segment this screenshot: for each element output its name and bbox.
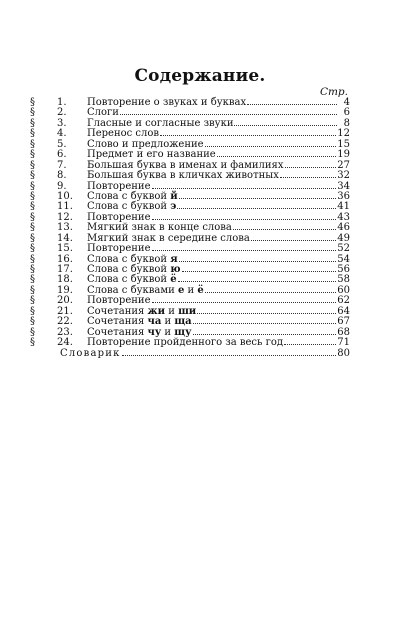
dot-leader xyxy=(193,328,337,335)
title-text: Слоги xyxy=(87,107,119,119)
toc-entry[interactable] xyxy=(30,349,350,359)
highlighted-letters: ё xyxy=(197,284,204,296)
section-sign: § xyxy=(30,190,35,202)
section-sign: § xyxy=(30,337,35,349)
table-of-contents xyxy=(30,98,350,359)
section-number: 5. xyxy=(57,138,67,150)
title-text: Большая буква в именах и фамилиях xyxy=(87,159,284,171)
highlighted-letters: ю xyxy=(170,264,181,275)
title-text: Слова с буквой xyxy=(87,190,171,202)
highlighted-letters: чу xyxy=(147,326,162,338)
page-number: 34 xyxy=(337,180,350,192)
title-text: Сочетания xyxy=(87,326,148,338)
section-sign: § xyxy=(30,201,35,213)
section-number: 21. xyxy=(57,305,73,317)
highlighted-letters: ча xyxy=(147,316,162,328)
section-sign: § xyxy=(30,243,35,255)
section-number: 22. xyxy=(57,316,73,328)
title-text: Большая буква в кличках животных xyxy=(87,170,279,182)
title-text: Повторение xyxy=(87,211,151,223)
page-number: 71 xyxy=(337,337,350,349)
section-sign: § xyxy=(30,305,35,317)
section-number: 23. xyxy=(57,326,73,338)
section-sign: § xyxy=(30,222,35,234)
section-sign: § xyxy=(30,149,35,161)
section-sign: § xyxy=(30,170,35,182)
dot-leader xyxy=(178,275,337,282)
title-text: Перенос слов xyxy=(87,128,160,140)
section-number: 7. xyxy=(57,159,67,171)
section-sign: § xyxy=(30,316,35,328)
highlighted-letters: я xyxy=(170,253,178,265)
section-number: 20. xyxy=(57,295,73,307)
toc-entry-title xyxy=(87,338,283,348)
dot-leader xyxy=(234,119,337,126)
section-sign: § xyxy=(30,128,35,140)
dot-leader xyxy=(205,140,337,147)
dot-leader xyxy=(182,265,337,272)
title-text: и xyxy=(184,284,198,296)
section-number: 10. xyxy=(57,190,73,202)
title-text: Повторение xyxy=(87,243,151,255)
highlighted-letters: й xyxy=(170,190,178,202)
section-sign: § xyxy=(30,284,35,296)
section-number: 18. xyxy=(57,274,73,286)
section-number: 14. xyxy=(57,232,73,244)
section-number: 16. xyxy=(57,253,73,265)
dot-leader xyxy=(152,296,337,303)
page-number: 46 xyxy=(337,222,350,234)
dot-leader xyxy=(197,307,336,314)
toc-entry[interactable] xyxy=(30,98,350,108)
dot-leader xyxy=(247,98,337,105)
title-text: Предмет и его название xyxy=(87,149,216,161)
section-sign: § xyxy=(30,295,35,307)
section-number: 2. xyxy=(57,107,67,119)
dot-leader xyxy=(284,338,336,345)
page-number: 6 xyxy=(343,107,350,119)
page-number: 32 xyxy=(337,170,350,182)
page-number: 80 xyxy=(337,347,350,359)
title-text: Повторение xyxy=(87,295,151,307)
page-number: 52 xyxy=(337,243,350,255)
title-text: Мягкий знак в середине слова xyxy=(87,232,250,244)
dot-leader xyxy=(179,255,337,262)
dot-leader xyxy=(193,317,337,324)
toc-entry-title: Словарик xyxy=(60,347,121,359)
page-number: 43 xyxy=(337,211,350,223)
section-sign: § xyxy=(30,159,35,171)
page-number: 36 xyxy=(337,190,350,202)
section-number: 15. xyxy=(57,243,73,255)
section-sign: § xyxy=(30,117,35,129)
title-text: Мягкий знак в конце слова xyxy=(87,222,232,234)
toc-entry[interactable] xyxy=(30,192,350,202)
title-text: Слова с буквой xyxy=(87,201,171,213)
toc-entry[interactable] xyxy=(30,182,350,192)
page-number: 58 xyxy=(337,274,350,286)
title-text: и xyxy=(165,305,179,317)
page-number: 56 xyxy=(337,264,350,275)
dot-leader xyxy=(152,182,337,189)
toc-entry[interactable] xyxy=(30,119,350,129)
section-number: 24. xyxy=(57,337,73,349)
section-number: 12. xyxy=(57,211,73,223)
highlighted-letters: э xyxy=(170,201,177,213)
dot-leader xyxy=(152,213,337,220)
section-sign: § xyxy=(30,274,35,286)
page-number: 67 xyxy=(337,316,350,328)
toc-entry[interactable] xyxy=(30,338,350,348)
title-text: и xyxy=(161,316,175,328)
page-title: Содержание. xyxy=(134,66,266,86)
dot-leader xyxy=(160,129,336,136)
toc-entry[interactable] xyxy=(30,234,350,244)
toc-entry[interactable] xyxy=(30,171,350,181)
title-text: Слова с буквой xyxy=(87,274,171,286)
section-number: 4. xyxy=(57,128,67,140)
dot-leader xyxy=(285,161,337,168)
section-sign: § xyxy=(30,138,35,150)
page-number: 64 xyxy=(337,305,350,317)
highlighted-letters: жи xyxy=(147,305,166,317)
page-number: 62 xyxy=(337,295,350,307)
page-number: 68 xyxy=(337,326,350,338)
toc-entry[interactable] xyxy=(30,244,350,254)
dot-leader xyxy=(233,223,336,230)
section-number: 17. xyxy=(57,264,73,275)
section-number: 11. xyxy=(57,201,73,213)
dot-leader xyxy=(120,108,337,115)
section-sign: § xyxy=(30,253,35,265)
section-number: 3. xyxy=(57,117,67,129)
page-column-label: Стр. xyxy=(319,86,348,98)
page-number: 49 xyxy=(337,232,350,244)
title-text: Слова с буквами xyxy=(87,284,178,296)
page-number: 27 xyxy=(337,159,350,171)
title-text: Сочетания xyxy=(87,316,148,328)
section-number: 9. xyxy=(57,180,67,192)
page-number: 54 xyxy=(337,253,350,265)
title-text: Повторение xyxy=(87,180,151,192)
section-number: 1. xyxy=(57,97,67,108)
section-sign: § xyxy=(30,232,35,244)
highlighted-letters: ща xyxy=(174,316,192,328)
dot-leader xyxy=(177,202,336,209)
highlighted-letters: е xyxy=(177,284,185,296)
section-sign: § xyxy=(30,264,35,275)
section-sign: § xyxy=(30,326,35,338)
dot-leader xyxy=(152,244,337,251)
page-number: 8 xyxy=(343,117,350,129)
dot-leader xyxy=(122,349,337,356)
page-number: 60 xyxy=(337,284,350,296)
page-number: 4 xyxy=(343,97,350,108)
page-number: 15 xyxy=(337,138,350,150)
page-number: 41 xyxy=(337,201,350,213)
section-sign: § xyxy=(30,180,35,192)
section-sign: § xyxy=(30,211,35,223)
dot-leader xyxy=(217,150,337,157)
highlighted-letters: ши xyxy=(178,305,197,317)
dot-leader xyxy=(179,192,337,199)
dot-leader xyxy=(251,234,336,241)
page-number: 19 xyxy=(337,149,350,161)
dot-leader xyxy=(205,286,337,293)
highlighted-letters: щу xyxy=(174,326,192,338)
title-text: Слово и предложение xyxy=(87,138,204,150)
title-text: Слова с буквой xyxy=(87,253,171,265)
title-text: и xyxy=(161,326,175,338)
dot-leader xyxy=(280,171,336,178)
highlighted-letters: ё xyxy=(170,274,177,286)
title-text: Слова с буквой xyxy=(87,264,171,275)
section-number: 6. xyxy=(57,149,67,161)
section-sign: § xyxy=(30,97,35,108)
section-number: 8. xyxy=(57,170,67,182)
toc-entry[interactable] xyxy=(30,265,350,275)
section-sign: § xyxy=(30,107,35,119)
title-text: Сочетания xyxy=(87,305,148,317)
title-text: Повторение о звуках и буквах xyxy=(87,97,247,108)
section-number: 19. xyxy=(57,284,73,296)
page-number: 12 xyxy=(337,128,350,140)
title-text: Повторение пройденного за весь год xyxy=(87,337,284,349)
toc-entry[interactable] xyxy=(30,286,350,296)
toc-entry[interactable] xyxy=(30,255,350,265)
section-number: 13. xyxy=(57,222,73,234)
toc-entry[interactable] xyxy=(30,202,350,212)
title-text: Гласные и согласные звуки xyxy=(87,117,234,129)
